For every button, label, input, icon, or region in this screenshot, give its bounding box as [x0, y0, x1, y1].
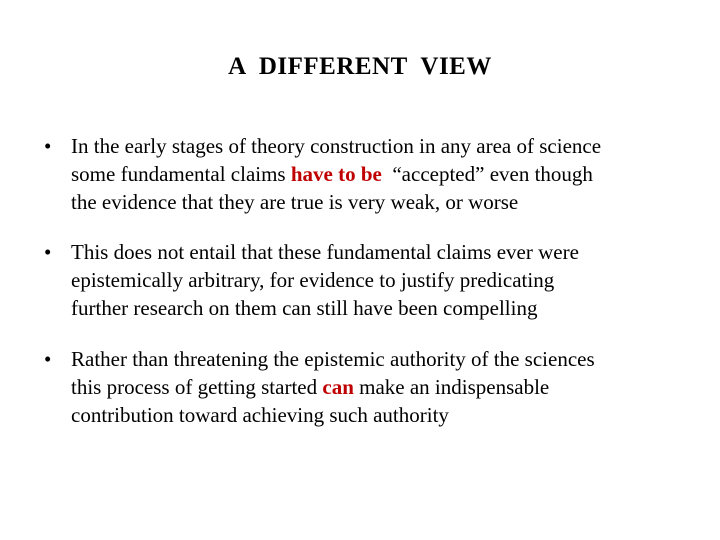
bullet-line-suffix: “accepted” even though — [381, 162, 593, 186]
highlighted-word: can — [322, 375, 354, 399]
bullet-line: further research on them can still have been compelling — [71, 296, 538, 320]
bullet-dot-icon: • — [44, 240, 52, 264]
bullet-item — [44, 345, 684, 429]
bullet-line: Rather than threatening the epistemic authority of the sciences — [71, 347, 595, 371]
bullet-line-prefix: some fundamental claims — [71, 162, 291, 186]
bullet-text — [71, 345, 684, 429]
bullet-item — [44, 238, 684, 322]
bullet-line: epistemically arbitrary, for evidence to justify predicating — [71, 268, 555, 292]
bullet-line: In the early stages of theory construction in any area of science — [71, 134, 602, 158]
bullet-line: This does not entail that these fundamental claims ever were — [71, 240, 579, 264]
bullet-dot-icon: • — [44, 134, 52, 158]
bullet-text — [71, 132, 684, 216]
bullet-item — [44, 132, 684, 216]
bullet-line: contribution toward achieving such authority — [71, 403, 449, 427]
bullet-line-prefix: this process of getting started — [71, 375, 323, 399]
bullet-dot-icon: • — [44, 347, 52, 371]
bullet-text — [71, 238, 684, 322]
slide-title: A DIFFERENT VIEW — [228, 53, 492, 80]
bullet-line-suffix: make an indispensable — [353, 375, 550, 399]
highlighted-phrase: have to be — [290, 162, 382, 186]
bullet-line: the evidence that they are true is very weak, or worse — [71, 190, 519, 214]
